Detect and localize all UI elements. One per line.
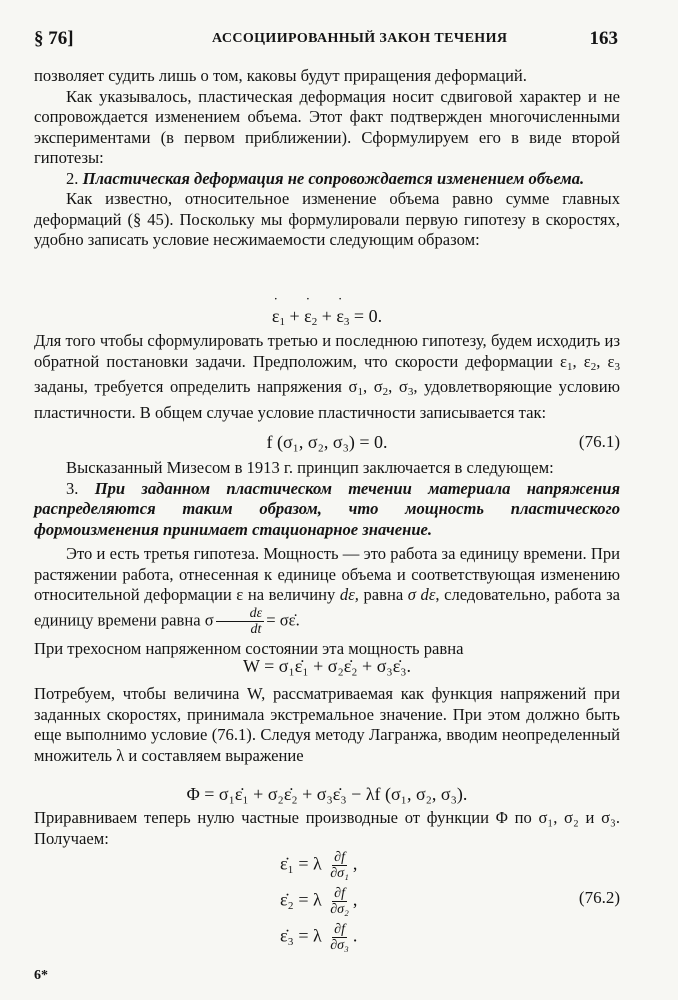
equation-line: ε̇₁ = λ $\frac{\partial f}{\text{∂σ₁}}$ ,: [280, 850, 358, 881]
paragraph-text: dε,: [339, 585, 359, 604]
paragraph: [34, 544, 620, 637]
strain-rate-symbol: ˙ ε: [304, 306, 312, 327]
equation-number: (76.2): [578, 888, 620, 907]
paragraph-text: равна: [363, 585, 404, 604]
body-block-1: [34, 66, 620, 251]
paragraph-text: Для того чтобы сформулировать третью и последнюю гипотезу, будем исходить из обратной постановки задачи. Предположим, что скорости деформации: [34, 331, 620, 371]
body-block-4: [34, 684, 620, 766]
paragraph: Для того чтобы сформулировать третью и последнюю гипотезу, будем исходить из обратной постановки задачи. Предположим, что скорости деформации ˙ $\varepsilon_1$, ˙ $\varepsilon_2$, ˙ $\varepsilon_3$ заданы, требуется определить напряжения $\sigma_1$, $\sigma_2$, $\sigma_3$, удовлетворяющие условию пластичности. В общем случае условие пластичности записывается так:: [34, 331, 620, 423]
body-block-3: [34, 458, 620, 659]
paragraph: При трехосном напряженном состоянии эта мощность равна: [34, 638, 464, 658]
paragraph-text: , следовательно, работа за единицу времени равна σ: [34, 585, 621, 629]
hypothesis-3: [34, 479, 620, 541]
hypothesis-number: 3.: [66, 478, 79, 498]
section-ref: § 76]: [34, 28, 74, 49]
paragraph: Как указывалось, пластическая деформация носит сдвиговой характер и не сопровождается изменением объема. Этот факт подтвержден многочисленными экспериментами (в первом приближении). Сформулируем его в виде второй гипотезы:: [34, 86, 620, 167]
hypothesis-text: При заданном пластическом течении материала напряжения распределяются таким образом, что мощность пластического формоизменения принимает стационарное значение.: [34, 478, 620, 539]
hypothesis-text: Пластическая деформация не сопровождается изменением объема.: [82, 168, 585, 188]
hypothesis-number: 2.: [66, 168, 79, 188]
paragraph-text: Это и есть третья гипотеза. Мощность — это работа за единицу времени. При растяжении работа, отнесенная к единице объема и соответствующая изменению относительной деформации ε на величину: [34, 544, 620, 604]
signature-mark: 6*: [34, 968, 48, 983]
paragraph: Высказанный Мизесом в 1913 г. принцип заключается в следующем:: [66, 458, 554, 477]
plus-sign: +: [289, 306, 300, 326]
fraction-de-dt: $\frac{d\varepsilon}{dt}$: [216, 606, 265, 637]
paragraph-text: = σε̇.: [266, 609, 300, 629]
equation-line: ε̇₃ = λ $\frac{\partial f}{\text{∂σ₃}}$ .: [280, 922, 358, 953]
running-header: [34, 28, 618, 52]
strain-rate-symbol: ˙ ε: [336, 306, 344, 327]
equation-rhs: = 0.: [353, 306, 383, 326]
paragraph-text: σ dε: [407, 585, 436, 604]
body-block-5: [34, 808, 620, 849]
paragraph: Потребуем, чтобы величина W, рассматриваемая как функция напряжений при заданных скоростях, принимала экстремальное значение. При этом должно быть еще выполнимо условие (76.1). Следуя методу Лагранжа, вводим неопределенный множитель λ и составляем выражение: [34, 684, 620, 765]
equation-power: W = σ₁ε̇₁ + σ₂ε̇₂ + σ₃ε̇₃.: [242, 656, 412, 676]
equation-incompressibility: ˙ $\varepsilon_1$ + ˙ $\varepsilon_2$ + ˙ $\varepsilon_3 = 0$.: [34, 306, 620, 328]
paragraph: Как известно, относительное изменение объема равно сумме главных деформаций (§ 45). Поскольку мы формулировали первую гипотезу в скоростях, удобно записать условие несжимаемости следующим образом:: [34, 189, 620, 249]
equation-line: ε̇₂ = λ $\frac{\partial f}{\text{∂σ₂}}$ ,: [280, 886, 358, 917]
equation-number: (76.1): [578, 432, 620, 451]
equation-lagrangian: Φ = σ₁ε̇₁ + σ₂ε̇₂ + σ₃ε̇₃ − λf (σ₁, σ₂, σ₃).: [186, 784, 468, 804]
plus-sign: +: [321, 306, 332, 326]
strain-rate-symbol: ˙ ε: [272, 306, 280, 327]
paragraph-text: заданы, требуется определить напряжения: [34, 377, 342, 396]
equation-76-2: [34, 850, 620, 960]
equation-76-1: [34, 432, 620, 453]
page-number: 163: [589, 28, 618, 49]
body-block-2: [34, 331, 620, 423]
hypothesis-2: [34, 169, 620, 190]
equation-body: f (σ₁, σ₂, σ₃) = 0.: [266, 432, 388, 452]
chapter-title: АССОЦИИРОВАННЫЙ ЗАКОН ТЕЧЕНИЯ: [212, 31, 508, 46]
paragraph-text: , удовлетворяющие условию пластичности. В общем случае условие пластичности записывается так:: [34, 377, 620, 422]
paragraph: позволяет судить лишь о том, каковы будут приращения деформаций.: [34, 66, 527, 85]
paragraph: Приравниваем теперь нулю частные производные от функции Φ по σ₁, σ₂ и σ₃. Получаем:: [34, 808, 620, 848]
